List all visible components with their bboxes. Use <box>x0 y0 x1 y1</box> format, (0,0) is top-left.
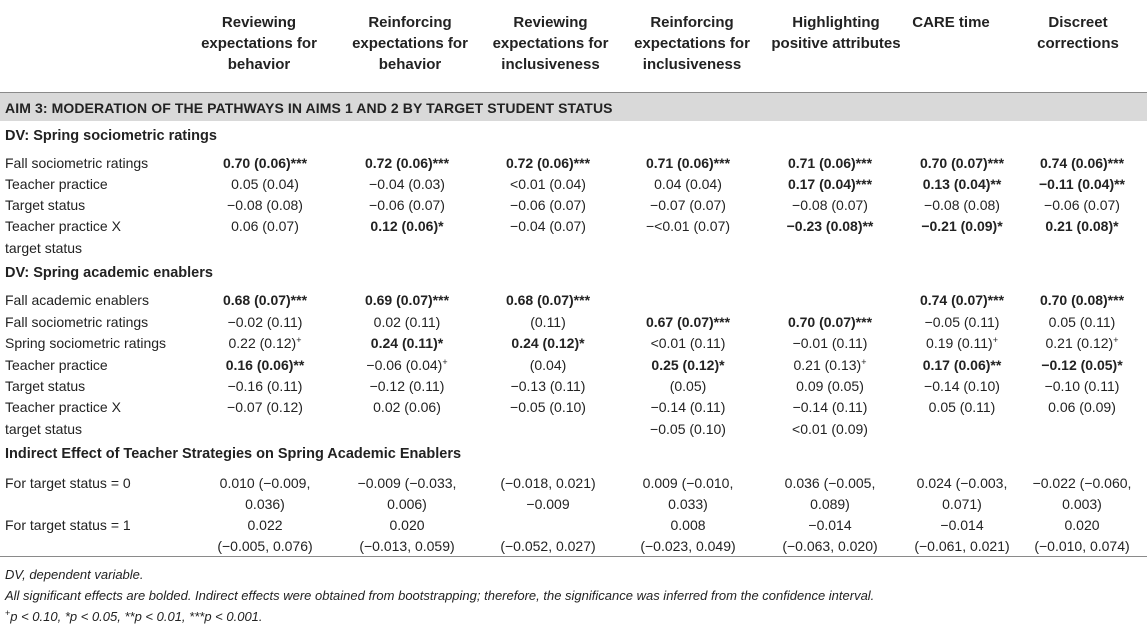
table-cell: 0.04 (0.04) <box>654 176 722 192</box>
row-label: Target status <box>5 197 86 213</box>
plus-marker: + <box>861 357 867 367</box>
plus-marker: + <box>1113 335 1119 345</box>
table-cell <box>788 313 872 331</box>
cell-value: −0.10 (0.11) <box>1044 378 1120 394</box>
table-cell <box>929 398 996 416</box>
cell-value: 0.05 (0.11) <box>1048 314 1116 330</box>
table-cell: −0.009 <box>526 496 570 512</box>
table-cell <box>793 398 868 416</box>
cell-value: 0.17 (0.06)** <box>922 357 1002 373</box>
table-cell: −0.04 (0.03) <box>369 176 445 192</box>
table-cell: (−0.063, 0.020) <box>782 538 878 554</box>
table-cell: 0.020 <box>389 517 425 533</box>
table-cell: −0.06 (0.07) <box>369 197 445 213</box>
cell-value: <0.01 (0.09) <box>792 421 868 437</box>
row-label: target status <box>5 421 83 437</box>
row-label: Fall sociometric ratings <box>5 314 149 330</box>
cell-value: <0.01 (0.11) <box>650 335 726 351</box>
table-cell: 0.71 (0.06)*** <box>787 155 873 171</box>
cell-value: −0.02 (0.11) <box>227 314 303 330</box>
cell-value: 0.06 (0.09) <box>1048 399 1116 415</box>
table-cell: −0.014 <box>808 517 852 533</box>
table-cell: −0.009 (−0.033, <box>357 475 457 491</box>
table-cell: 0.089) <box>810 496 850 512</box>
table-cell: −0.21 (0.09)* <box>921 218 1003 234</box>
table-cell: −0.11 (0.04)** <box>1038 176 1126 192</box>
cell-value: (0.05) <box>669 378 707 394</box>
table-cell <box>227 398 303 416</box>
column-header-6: CARE time <box>912 14 990 31</box>
table-cell <box>1040 291 1124 309</box>
table-cell <box>228 377 303 395</box>
table-cell: −0.04 (0.07) <box>510 218 586 234</box>
table-cell <box>371 334 443 352</box>
table-cell: 0.003) <box>1062 496 1102 512</box>
table-cell <box>923 356 1002 374</box>
table-cell <box>373 398 441 416</box>
cell-value: 0.70 (0.08)*** <box>1039 292 1125 308</box>
section-title-academic: DV: Spring academic enablers <box>5 265 213 281</box>
table-cell: −0.08 (0.08) <box>924 197 1000 213</box>
table-cell <box>365 291 449 309</box>
table-cell <box>510 398 586 416</box>
table-cell: 0.036 (−0.005, <box>784 475 876 491</box>
row-label: For target status = 0 <box>5 475 131 491</box>
row-label: For target status = 1 <box>5 517 131 533</box>
cell-value: −0.12 (0.05)* <box>1041 357 1123 373</box>
cell-value: −0.07 (0.12) <box>227 399 303 415</box>
cell-value: −0.05 (0.11) <box>924 314 1000 330</box>
cell-value: 0.24 (0.11)* <box>370 335 444 351</box>
cell-value: 0.09 (0.05) <box>796 378 864 394</box>
table-cell <box>530 356 567 374</box>
cell-value: 0.70 (0.07)*** <box>787 314 873 330</box>
column-header-5: Highlighting positive attributes <box>771 14 901 52</box>
row-label: Target status <box>5 378 86 394</box>
table-cell <box>646 313 730 331</box>
cell-value: 0.24 (0.12)* <box>511 335 585 351</box>
table-cell: −0.07 (0.07) <box>650 197 726 213</box>
table-cell: 0.036) <box>245 496 285 512</box>
cell-value: 0.21 (0.12) <box>1045 335 1114 351</box>
table-cell <box>223 291 307 309</box>
table-cell <box>506 291 590 309</box>
cell-value: 0.02 (0.11) <box>373 314 441 330</box>
column-header-4: Reinforcing expectations for inclusiveness <box>634 14 750 73</box>
table-cell: −0.08 (0.08) <box>227 197 303 213</box>
row-label: Teacher practice X <box>5 218 121 234</box>
table-cell <box>228 313 303 331</box>
table-cell: −0.08 (0.07) <box>792 197 868 213</box>
cell-value: −0.05 (0.10) <box>650 421 726 437</box>
table-cell: (−0.023, 0.049) <box>640 538 736 554</box>
table-cell: 0.071) <box>942 496 982 512</box>
table-cell <box>924 377 1000 395</box>
table-cell: (−0.052, 0.027) <box>500 538 596 554</box>
table-cell: <0.01 (0.04) <box>510 176 586 192</box>
table-cell: 0.12 (0.06)* <box>370 218 444 234</box>
row-label: Fall sociometric ratings <box>5 155 149 171</box>
table-cell <box>530 313 566 331</box>
table-cell <box>511 377 586 395</box>
cell-value: −0.01 (0.11) <box>792 335 868 351</box>
cell-value: −0.16 (0.11) <box>227 378 303 394</box>
footer-rule <box>0 556 1147 557</box>
cell-value: 0.69 (0.07)*** <box>364 292 450 308</box>
table-cell: 0.020 <box>1064 517 1100 533</box>
table-cell <box>1048 398 1116 416</box>
cell-value: 0.02 (0.06) <box>373 399 441 415</box>
table-cell <box>925 313 1000 331</box>
table-cell <box>651 356 724 374</box>
table-cell: 0.21 (0.08)* <box>1045 218 1119 234</box>
table-cell: −0.014 <box>940 517 984 533</box>
cell-value: 0.19 (0.11) <box>926 335 993 351</box>
column-header-2: Reinforcing expectations for behavior <box>352 14 468 73</box>
column-header-3: Reviewing expectations for inclusiveness <box>492 14 609 73</box>
cell-value: 0.25 (0.12)* <box>651 357 725 373</box>
table-cell <box>926 334 998 352</box>
table-cell: (−0.005, 0.076) <box>217 538 313 554</box>
table-cell: 0.17 (0.04)*** <box>787 176 873 192</box>
table-cell: 0.06 (0.07) <box>231 218 299 234</box>
table-cell <box>670 377 707 395</box>
plus-marker: + <box>442 357 448 367</box>
table-cell: 0.74 (0.06)*** <box>1039 155 1125 171</box>
table-cell: 0.009 (−0.010, <box>642 475 734 491</box>
table-cell: 0.024 (−0.003, <box>916 475 1008 491</box>
table-cell: 0.006) <box>387 496 427 512</box>
table-cell: 0.022 <box>247 517 283 533</box>
row-label: Teacher practice <box>5 357 108 373</box>
table-cell <box>794 356 867 374</box>
table-cell: 0.010 (−0.009, <box>219 475 311 491</box>
table-cell: 0.72 (0.06)*** <box>505 155 591 171</box>
table-cell <box>370 377 445 395</box>
table-cell: 0.70 (0.06)*** <box>222 155 308 171</box>
cell-value: 0.05 (0.11) <box>928 399 996 415</box>
plus-marker: + <box>992 335 998 345</box>
cell-value: 0.21 (0.13) <box>793 357 862 373</box>
cell-value: −0.14 (0.10) <box>924 378 1000 394</box>
cell-value: 0.68 (0.07)*** <box>222 292 308 308</box>
table-cell <box>650 420 726 438</box>
table-cell: 0.72 (0.06)*** <box>364 155 450 171</box>
row-label: Teacher practice <box>5 176 108 192</box>
section-title-sociometric: DV: Spring sociometric ratings <box>5 128 217 144</box>
table-cell: −0.23 (0.08)** <box>786 218 874 234</box>
cell-value: −0.12 (0.11) <box>369 378 445 394</box>
table-cell: (−0.013, 0.059) <box>359 538 455 554</box>
cell-value: 0.74 (0.07)*** <box>919 292 1005 308</box>
table-cell: 0.13 (0.04)** <box>922 176 1002 192</box>
cell-value: −0.13 (0.11) <box>510 378 586 394</box>
table-cell: 0.033) <box>668 496 708 512</box>
table-cell <box>651 334 726 352</box>
table-cell <box>796 377 864 395</box>
aim-title: AIM 3: MODERATION OF THE PATHWAYS IN AIMS 1 AND 2 BY TARGET STUDENT STATUS <box>5 100 613 116</box>
row-label: Teacher practice X <box>5 399 121 415</box>
table-cell: 0.008 <box>670 517 706 533</box>
table-cell <box>229 334 302 352</box>
table-cell: 0.70 (0.07)*** <box>919 155 1005 171</box>
note-abbreviation: DV, dependent variable. <box>5 567 144 582</box>
section-title-indirect: Indirect Effect of Teacher Strategies on Spring Academic Enablers <box>5 446 462 462</box>
table-cell <box>1049 313 1116 331</box>
table-cell: −0.06 (0.07) <box>510 197 586 213</box>
table-cell: −0.022 (−0.060, <box>1032 475 1132 491</box>
plus-marker: + <box>296 335 302 345</box>
table-cell <box>920 291 1004 309</box>
row-label: Spring sociometric ratings <box>5 335 167 351</box>
note-p-values-text: p < 0.10, *p < 0.05, **p < 0.01, ***p < 0.001. <box>10 609 263 624</box>
cell-value: (0.11) <box>530 314 566 330</box>
table-cell <box>374 313 441 331</box>
table-cell <box>792 420 868 438</box>
table-cell <box>793 334 868 352</box>
table-cell <box>1046 334 1119 352</box>
table-cell <box>511 334 584 352</box>
table-cell <box>366 356 447 374</box>
note-p-values <box>5 608 263 625</box>
table-cell <box>1041 356 1122 374</box>
table-cell: 0.71 (0.06)*** <box>645 155 731 171</box>
cell-value: −0.06 (0.04) <box>366 357 443 373</box>
column-header-1: Reviewing expectations for behavior <box>201 14 317 73</box>
cell-value: −0.05 (0.10) <box>510 399 586 415</box>
table-cell <box>226 356 305 374</box>
column-header-7: Discreet corrections <box>1037 14 1119 52</box>
table-cell <box>651 398 726 416</box>
row-label: Fall academic enablers <box>5 292 149 308</box>
cell-value: 0.67 (0.07)*** <box>645 314 731 330</box>
table-cell: −<0.01 (0.07) <box>645 218 731 234</box>
plus-marker: + <box>5 608 11 618</box>
row-label: target status <box>5 240 83 256</box>
cell-value: 0.22 (0.12) <box>228 335 297 351</box>
table-cell <box>1045 377 1120 395</box>
note-significance: All significant effects are bolded. Indirect effects were obtained from bootstrapping; therefore, the significance was inferred from the confidence interval. <box>5 588 875 603</box>
table-cell: (−0.018, 0.021) <box>500 475 596 491</box>
cell-value: (0.04) <box>529 357 567 373</box>
cell-value: −0.14 (0.11) <box>650 399 726 415</box>
cell-value: −0.14 (0.11) <box>792 399 868 415</box>
cell-value: 0.16 (0.06)** <box>225 357 305 373</box>
table-cell: (−0.010, 0.074) <box>1034 538 1130 554</box>
table-cell: (−0.061, 0.021) <box>914 538 1010 554</box>
table-cell: −0.06 (0.07) <box>1044 197 1120 213</box>
cell-value: 0.68 (0.07)*** <box>505 292 591 308</box>
table-cell: 0.05 (0.04) <box>231 176 299 192</box>
